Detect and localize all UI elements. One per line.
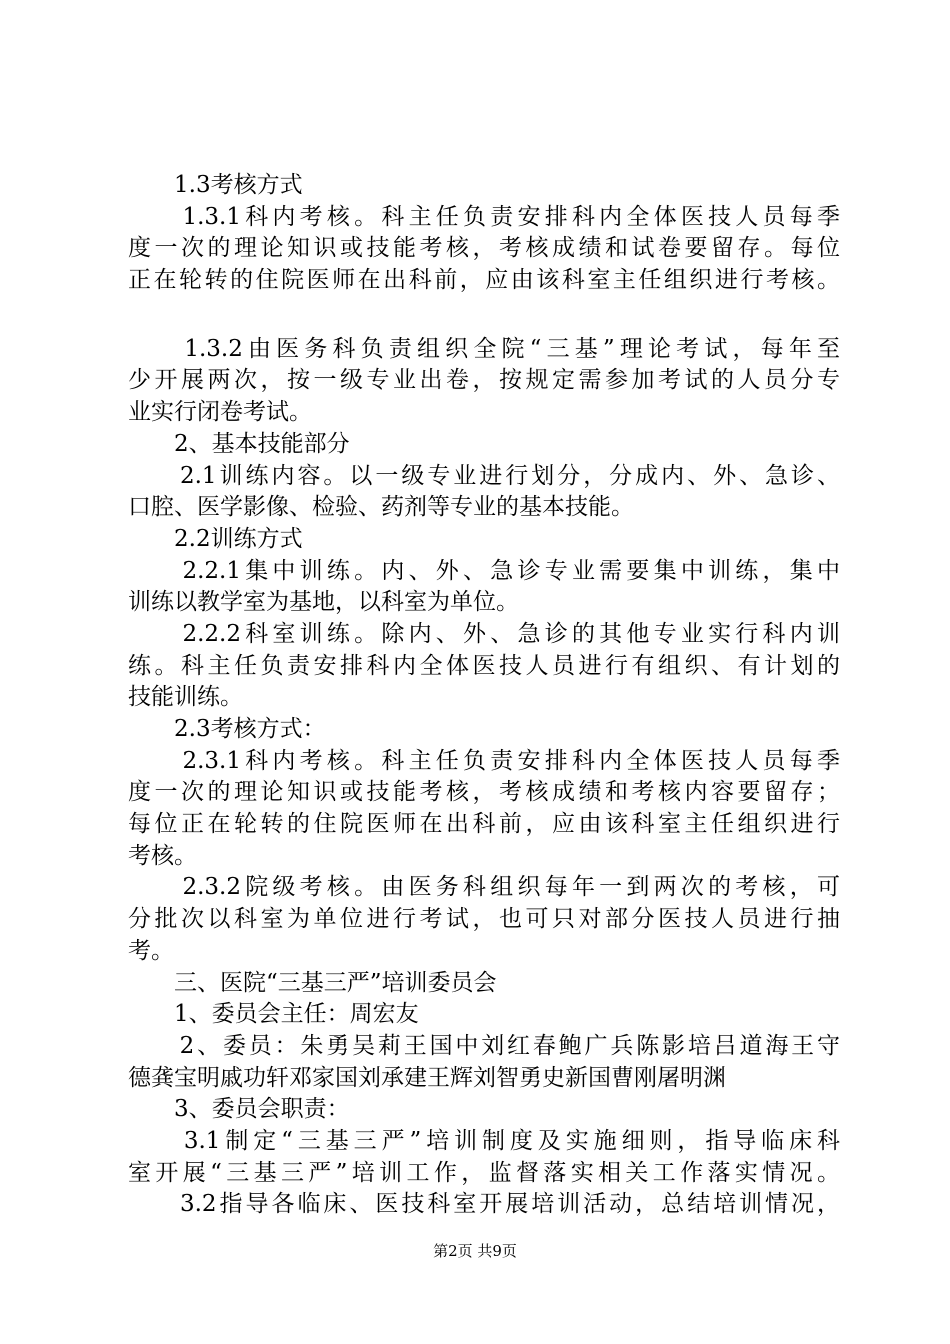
text-line: 2.3考核方式：	[128, 716, 326, 742]
text-line: 1.3.1科内考核。科主任负责安排科内全体医技人员每季	[128, 203, 840, 230]
page-number: 第2页 共9页	[433, 1242, 517, 1260]
text-line: 训练以教学室为基地，以科室为单位。	[128, 589, 519, 616]
text-line: 2.3.2院级考核。由医务科组织每年一到两次的考核，可	[128, 874, 840, 901]
text-line: 1、委员会主任：周宏友	[128, 1001, 419, 1028]
text-line: 口腔、医学影像、检验、药剂等专业的基本技能。	[128, 494, 634, 521]
text-line: 2.2训练方式	[128, 525, 303, 552]
text-line: 2、委员：朱勇吴莉王国中刘红春鲍广兵陈影培吕道海王守	[128, 1032, 840, 1059]
text-line: 德龚宝明戚功轩邓家国刘承建王辉刘智勇史新国曹刚屠明渊	[128, 1064, 726, 1091]
text-line: 正在轮转的住院医师在出科前，应由该科室主任组织进行考核。	[128, 267, 840, 294]
text-line: 3.2指导各临床、医技科室开展培训活动，总结培训情况，	[128, 1191, 840, 1218]
text-line: 业实行闭卷考试。	[128, 399, 312, 426]
text-line: 每位正在轮转的住院医师在出科前，应由该科室主任组织进行	[128, 811, 840, 838]
blank-line	[128, 297, 840, 334]
text-line: 3.1制定“三基三严”培训制度及实施细则，指导临床科	[128, 1127, 840, 1154]
text-line: 少开展两次，按一级专业出卷，按规定需参加考试的人员分专	[128, 367, 840, 394]
text-line: 2.2.1集中训练。内、外、急诊专业需要集中训练，集中	[128, 557, 840, 584]
text-line: 考。	[128, 937, 174, 964]
text-line: 3、委员会职责：	[128, 1096, 350, 1123]
text-line: 考核。	[128, 842, 197, 869]
text-line: 练。科主任负责安排科内全体医技人员进行有组织、有计划的	[128, 652, 840, 679]
text-line: 技能训练。	[128, 684, 243, 711]
text-line: 2、基本技能部分	[128, 430, 350, 457]
text-line: 2.3.1科内考核。科主任负责安排科内全体医技人员每季	[128, 747, 840, 774]
text-line: 度一次的理论知识或技能考核，考核成绩和试卷要留存。每位	[128, 235, 840, 262]
text-line: 1.3考核方式	[128, 172, 303, 198]
text-line: 2.2.2科室训练。除内、外、急诊的其他专业实行科内训	[128, 620, 840, 647]
body-text	[128, 170, 840, 1221]
text-line: 分批次以科室为单位进行考试，也可只对部分医技人员进行抽	[128, 906, 840, 933]
text-line: 度一次的理论知识或技能考核，考核成绩和考核内容要留存；	[128, 779, 840, 806]
text-line: 2.1训练内容。以一级专业进行划分，分成内、外、急诊、	[128, 462, 840, 489]
text-line: 室开展“三基三严”培训工作，监督落实相关工作落实情况。	[128, 1159, 840, 1186]
text-line: 1.3.2由医务科负责组织全院“三基”理论考试，每年至	[128, 335, 840, 362]
section-heading: 三、医院“三基三严”培训委员会	[128, 969, 497, 996]
